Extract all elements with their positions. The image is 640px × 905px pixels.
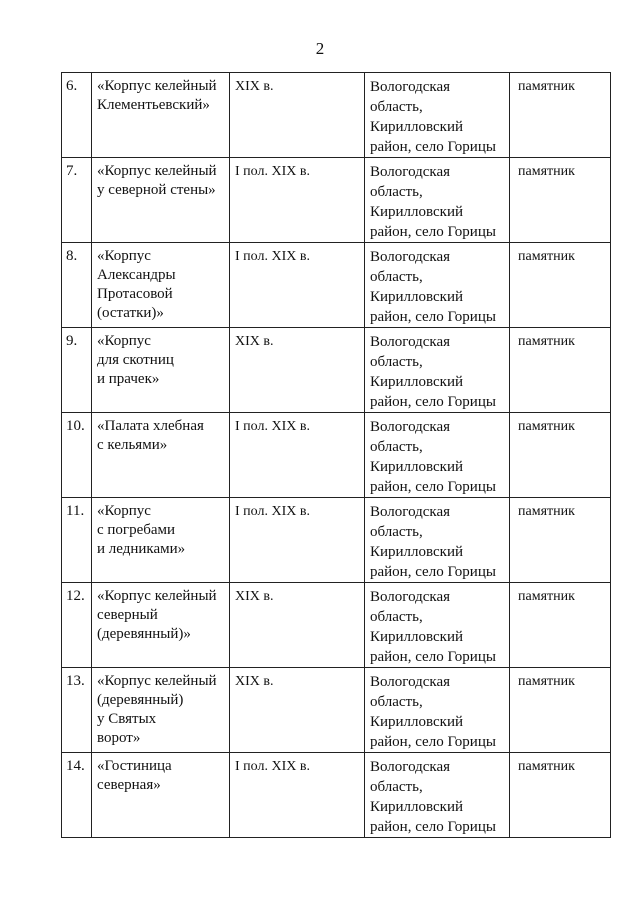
dating-period: I пол. XIX в.	[230, 243, 365, 328]
location	[365, 498, 510, 583]
object-name-line: с погребами	[97, 522, 176, 538]
object-name-line: северная»	[97, 777, 161, 793]
location-line: Кирилловский	[370, 799, 464, 815]
location-line: область,	[370, 524, 423, 540]
object-name-line: у северной стены»	[97, 182, 216, 198]
row-number: 12.	[62, 583, 92, 668]
location-line: Кирилловский	[370, 714, 464, 730]
row-number: 10.	[62, 413, 92, 498]
object-name-line: северный	[97, 607, 158, 623]
object-name-line: «Корпус	[97, 248, 151, 264]
location-line: Вологодская	[370, 249, 451, 265]
location-line: район, село Горицы	[370, 819, 496, 835]
dating-period: XIX в.	[230, 328, 365, 413]
object-name-line: Александры	[97, 267, 176, 283]
object-name-line: Протасовой	[97, 286, 173, 302]
location-line: район, село Горицы	[370, 564, 496, 580]
row-number: 11.	[62, 498, 92, 583]
object-name	[92, 668, 230, 753]
dating-period: I пол. XIX в.	[230, 753, 365, 838]
dating-period: XIX в.	[230, 668, 365, 753]
location-line: Вологодская	[370, 759, 451, 775]
object-name-line: «Палата хлебная	[97, 418, 204, 434]
object-name	[92, 158, 230, 243]
protection-status: памятник	[510, 328, 611, 413]
monuments-table-body	[62, 73, 611, 838]
dating-period: XIX в.	[230, 73, 365, 158]
location	[365, 73, 510, 158]
location-line: Кирилловский	[370, 204, 464, 220]
location	[365, 753, 510, 838]
row-number: 14.	[62, 753, 92, 838]
location	[365, 243, 510, 328]
location-line: Вологодская	[370, 589, 451, 605]
object-name-line: «Корпус келейный	[97, 673, 217, 689]
object-name-line: «Корпус келейный	[97, 163, 217, 179]
location	[365, 328, 510, 413]
table-row	[62, 73, 611, 158]
object-name-line: у Святых	[97, 711, 157, 727]
object-name-line: (деревянный)	[97, 692, 184, 708]
location-line: область,	[370, 609, 423, 625]
object-name	[92, 243, 230, 328]
object-name	[92, 753, 230, 838]
row-number: 6.	[62, 73, 92, 158]
location	[365, 668, 510, 753]
location-line: Кирилловский	[370, 459, 464, 475]
object-name-line: «Корпус келейный	[97, 588, 217, 604]
location-line: район, село Горицы	[370, 224, 496, 240]
protection-status: памятник	[510, 668, 611, 753]
location-line: Кирилловский	[370, 544, 464, 560]
table-row	[62, 158, 611, 243]
location-line: область,	[370, 184, 423, 200]
location	[365, 158, 510, 243]
dating-period: I пол. XIX в.	[230, 158, 365, 243]
object-name-line: (деревянный)»	[97, 626, 191, 642]
location-line: Вологодская	[370, 79, 451, 95]
dating-period: XIX в.	[230, 583, 365, 668]
row-number: 13.	[62, 668, 92, 753]
table-row	[62, 498, 611, 583]
object-name-line: ворот»	[97, 730, 141, 746]
object-name-line: с кельями»	[97, 437, 168, 453]
location-line: область,	[370, 439, 423, 455]
location-line: Кирилловский	[370, 629, 464, 645]
object-name-line: «Корпус	[97, 503, 151, 519]
location-line: Вологодская	[370, 164, 451, 180]
row-number: 7.	[62, 158, 92, 243]
protection-status: памятник	[510, 413, 611, 498]
location-line: Кирилловский	[370, 289, 464, 305]
location-line: область,	[370, 354, 423, 370]
location-line: район, село Горицы	[370, 139, 496, 155]
location-line: район, село Горицы	[370, 309, 496, 325]
protection-status: памятник	[510, 753, 611, 838]
location	[365, 583, 510, 668]
location-line: область,	[370, 269, 423, 285]
monuments-table	[61, 72, 611, 838]
dating-period: I пол. XIX в.	[230, 498, 365, 583]
protection-status: памятник	[510, 583, 611, 668]
table-row	[62, 668, 611, 753]
location	[365, 413, 510, 498]
object-name-line: (остатки)»	[97, 305, 164, 321]
object-name	[92, 413, 230, 498]
location-line: район, село Горицы	[370, 479, 496, 495]
protection-status: памятник	[510, 243, 611, 328]
location-line: Кирилловский	[370, 119, 464, 135]
location-line: область,	[370, 779, 423, 795]
object-name	[92, 583, 230, 668]
table-row	[62, 753, 611, 838]
protection-status: памятник	[510, 73, 611, 158]
location-line: Кирилловский	[370, 374, 464, 390]
object-name-line: Клементьевский»	[97, 97, 210, 113]
location-line: Вологодская	[370, 504, 451, 520]
row-number: 9.	[62, 328, 92, 413]
location-line: область,	[370, 99, 423, 115]
location-line: район, село Горицы	[370, 649, 496, 665]
table-row	[62, 328, 611, 413]
object-name-line: для скотниц	[97, 352, 174, 368]
row-number: 8.	[62, 243, 92, 328]
table-row	[62, 583, 611, 668]
location-line: Вологодская	[370, 334, 451, 350]
location-line: область,	[370, 694, 423, 710]
object-name	[92, 73, 230, 158]
table-row	[62, 243, 611, 328]
object-name-line: «Корпус	[97, 333, 151, 349]
object-name-line: «Корпус келейный	[97, 78, 217, 94]
dating-period: I пол. XIX в.	[230, 413, 365, 498]
location-line: район, село Горицы	[370, 394, 496, 410]
object-name-line: и прачек»	[97, 371, 160, 387]
location-line: Вологодская	[370, 674, 451, 690]
object-name	[92, 328, 230, 413]
location-line: Вологодская	[370, 419, 451, 435]
object-name	[92, 498, 230, 583]
protection-status: памятник	[510, 158, 611, 243]
object-name-line: «Гостиница	[97, 758, 172, 774]
protection-status: памятник	[510, 498, 611, 583]
table-row	[62, 413, 611, 498]
location-line: район, село Горицы	[370, 734, 496, 750]
page-number: 2	[315, 39, 325, 58]
object-name-line: и ледниками»	[97, 541, 186, 557]
